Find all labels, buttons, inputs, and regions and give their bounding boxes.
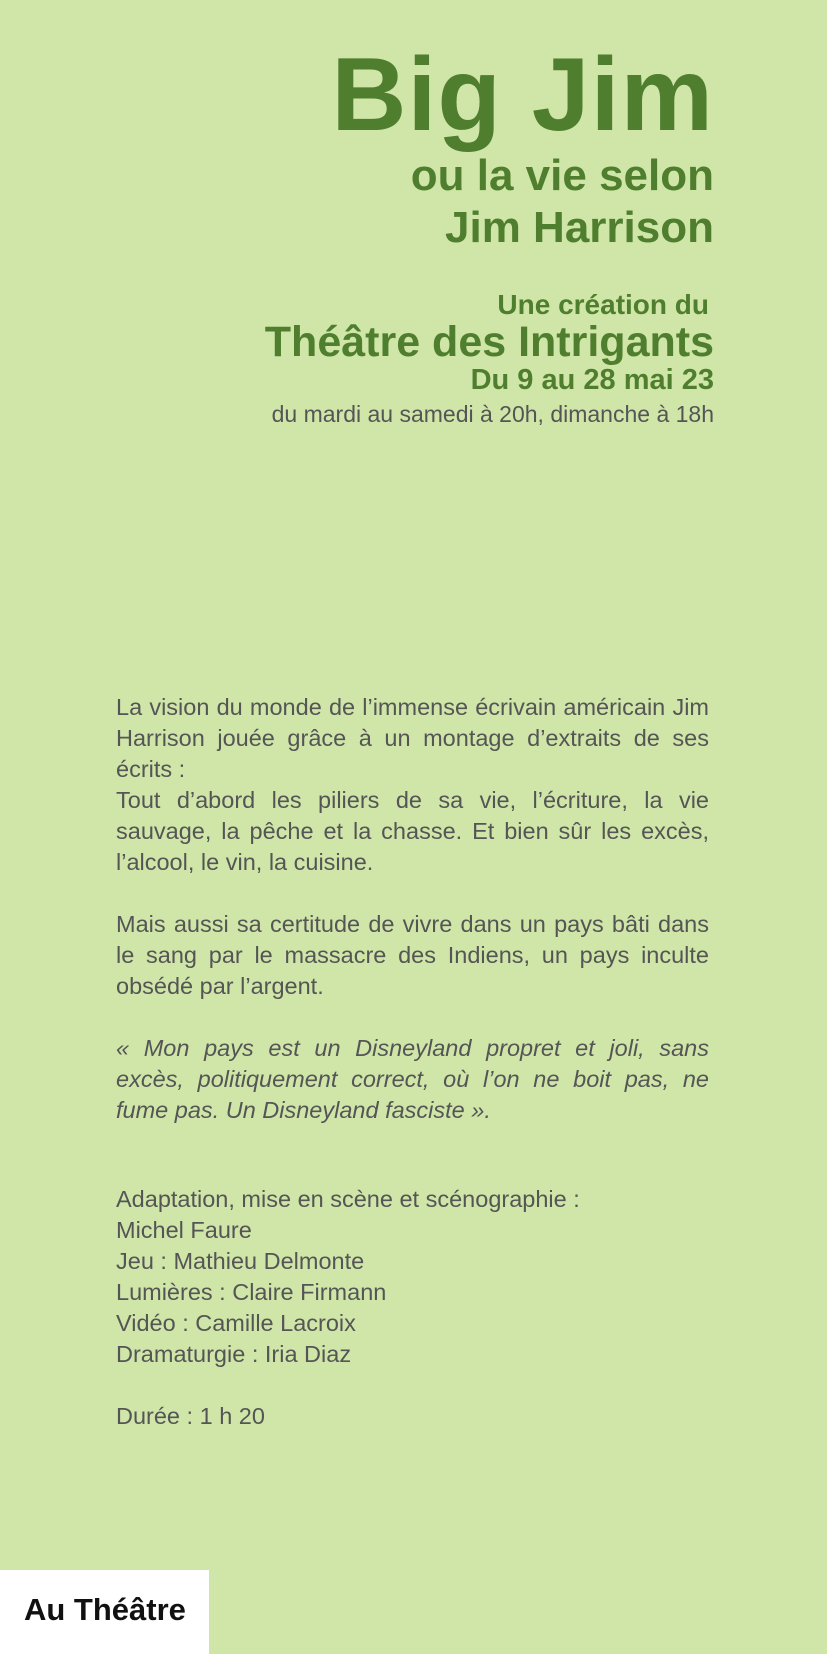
title-block — [331, 37, 714, 252]
description-pillars: Tout d’abord les piliers de sa vie, l’écriture, la vie sauvage, la pêche et la chasse. Et bien sûr les excès, l’alcool, le vin, la cuisine. — [116, 787, 709, 875]
duration: Durée : 1 h 20 — [116, 1403, 265, 1429]
credit-jeu: Jeu : Mathieu Delmonte — [116, 1248, 365, 1274]
credit-adaptation-label: Adaptation, mise en scène et scénographie : — [116, 1186, 580, 1212]
footer-label: Au Théâtre — [24, 1592, 186, 1627]
description — [116, 692, 709, 1126]
page-title: Big Jim — [331, 37, 714, 153]
theatre-name: Théâtre des Intrigants — [264, 318, 714, 366]
description-paragraph-2: Mais aussi sa certitude de vivre dans un pays bâti dans le sang par le massacre des Indiens, un pays inculte obsédé par l’argent. — [116, 911, 709, 999]
credit-video: Vidéo : Camille Lacroix — [116, 1310, 356, 1336]
credit-lumieres: Lumières : Claire Firmann — [116, 1279, 387, 1305]
harrison-quote: « Mon pays est un Disneyland propret et joli, sans excès, politiquement correct, où l’on ne boit pas, ne fume pas. Un Disneyland fasciste ». — [116, 1035, 709, 1123]
performance-schedule: du mardi au samedi à 20h, dimanche à 18h — [271, 401, 714, 427]
credit-adaptation-name: Michel Faure — [116, 1217, 252, 1243]
subtitle-line-2: Jim Harrison — [445, 203, 714, 252]
performance-dates: Du 9 au 28 mai 23 — [470, 364, 714, 396]
credit-dramaturgie: Dramaturgie : Iria Diaz — [116, 1341, 352, 1367]
subtitle-line-1: ou la vie selon — [410, 151, 714, 200]
creation-label: Une création du — [497, 289, 709, 320]
footer-badge — [0, 1570, 209, 1654]
production-info — [114, 290, 714, 428]
credits — [116, 1184, 580, 1432]
description-intro: La vision du monde de l’immense écrivain américain Jim Harrison jouée grâce à un montage d’extraits de ses écrits : — [116, 694, 709, 782]
